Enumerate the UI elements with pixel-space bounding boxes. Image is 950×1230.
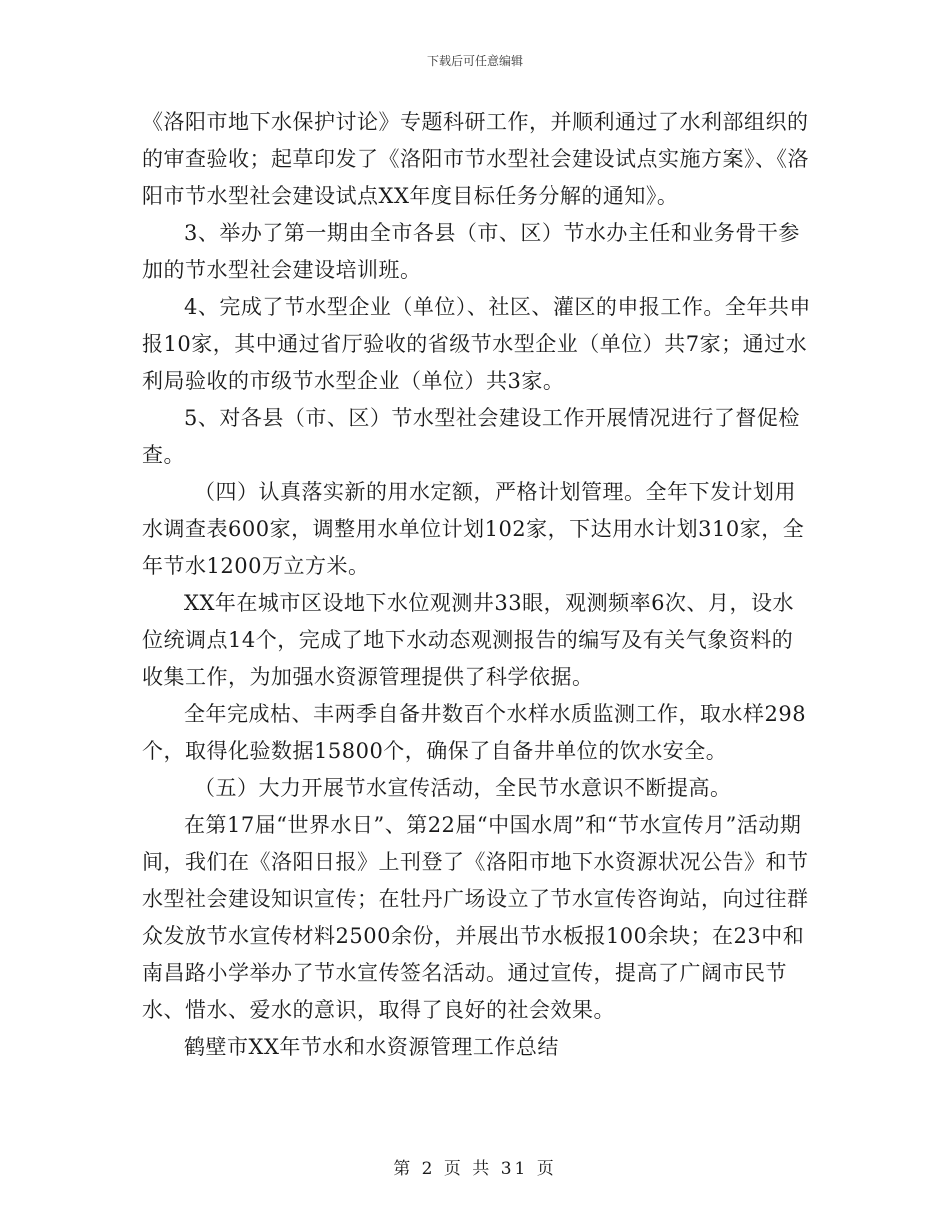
paragraph-item-3: 3、举办了第一期由全市各县（市、区）节水办主任和业务骨干参加的节水型社会建设培训班。 xyxy=(142,221,800,282)
paragraph-item-4: 4、完成了节水型企业（单位）、社区、灌区的申报工作。全年共申报10家，其中通过省厅验收的省级节水型企业（单位）共7家；通过水利局验收的市级节水型企业（单位）共3家。 xyxy=(142,295,811,393)
paragraph-continuation: 《洛阳市地下水保护讨论》专题科研工作，并顺利通过了水利部组织的的审查验收；起草印发了《洛阳市节水型社会建设试点实施方案》、《洛阳市节水型社会建设试点XX年度目标任务分解的通知》。 xyxy=(142,110,809,208)
paragraph-next-title: 鹤壁市XX年节水和水资源管理工作总结 xyxy=(184,1035,559,1059)
section-heading-4: （四）认真落实新的用水定额，严格计划管理。全年下发计划用水调查表600家，调整用水单位计划102家，下达用水计划310家，全年节水1200万立方米。 xyxy=(142,480,805,578)
paragraph-water-quality: 全年完成枯、丰两季自备井数百个水样水质监测工作，取水样298个，取得化验数据15800个，确保了自备井单位的饮水安全。 xyxy=(142,702,807,763)
page-header: 下载后可任意编辑 xyxy=(426,54,523,68)
paragraph-item-5: 5、对各县（市、区）节水型社会建设工作开展情况进行了督促检查。 xyxy=(142,406,800,467)
section-heading-5: （五）大力开展节水宣传活动，全民节水意识不断提高。 xyxy=(194,776,732,800)
paragraph-groundwater: XX年在城市区设地下水位观测井33眼，观测频率6次、月，设水位统调点14个，完成了地下水动态观测报告的编写及有关气象资料的收集工作，为加强水资源管理提供了科学依据。 xyxy=(142,591,794,689)
page-footer: 第 2 页 共 31 页 xyxy=(393,1159,557,1179)
document-body xyxy=(142,104,812,1066)
paragraph-publicity: 在第17届“世界水日”、第22届“中国水周”和“节水宣传月”活动期间，我们在《洛阳日报》上刊登了《洛阳市地下水资源状况公告》和节水型社会建设知识宣传；在牡丹广场设立了节水宣传咨询站，向过往群众发放节水宣传材料2500余份，并展出节水板报100余块；在23中和南昌路小学举办了节水宣传签名活动。通过宣传，提高了广阔市民节水、惜水、爱水的意识，取得了良好的社会效果。 xyxy=(142,813,809,1022)
